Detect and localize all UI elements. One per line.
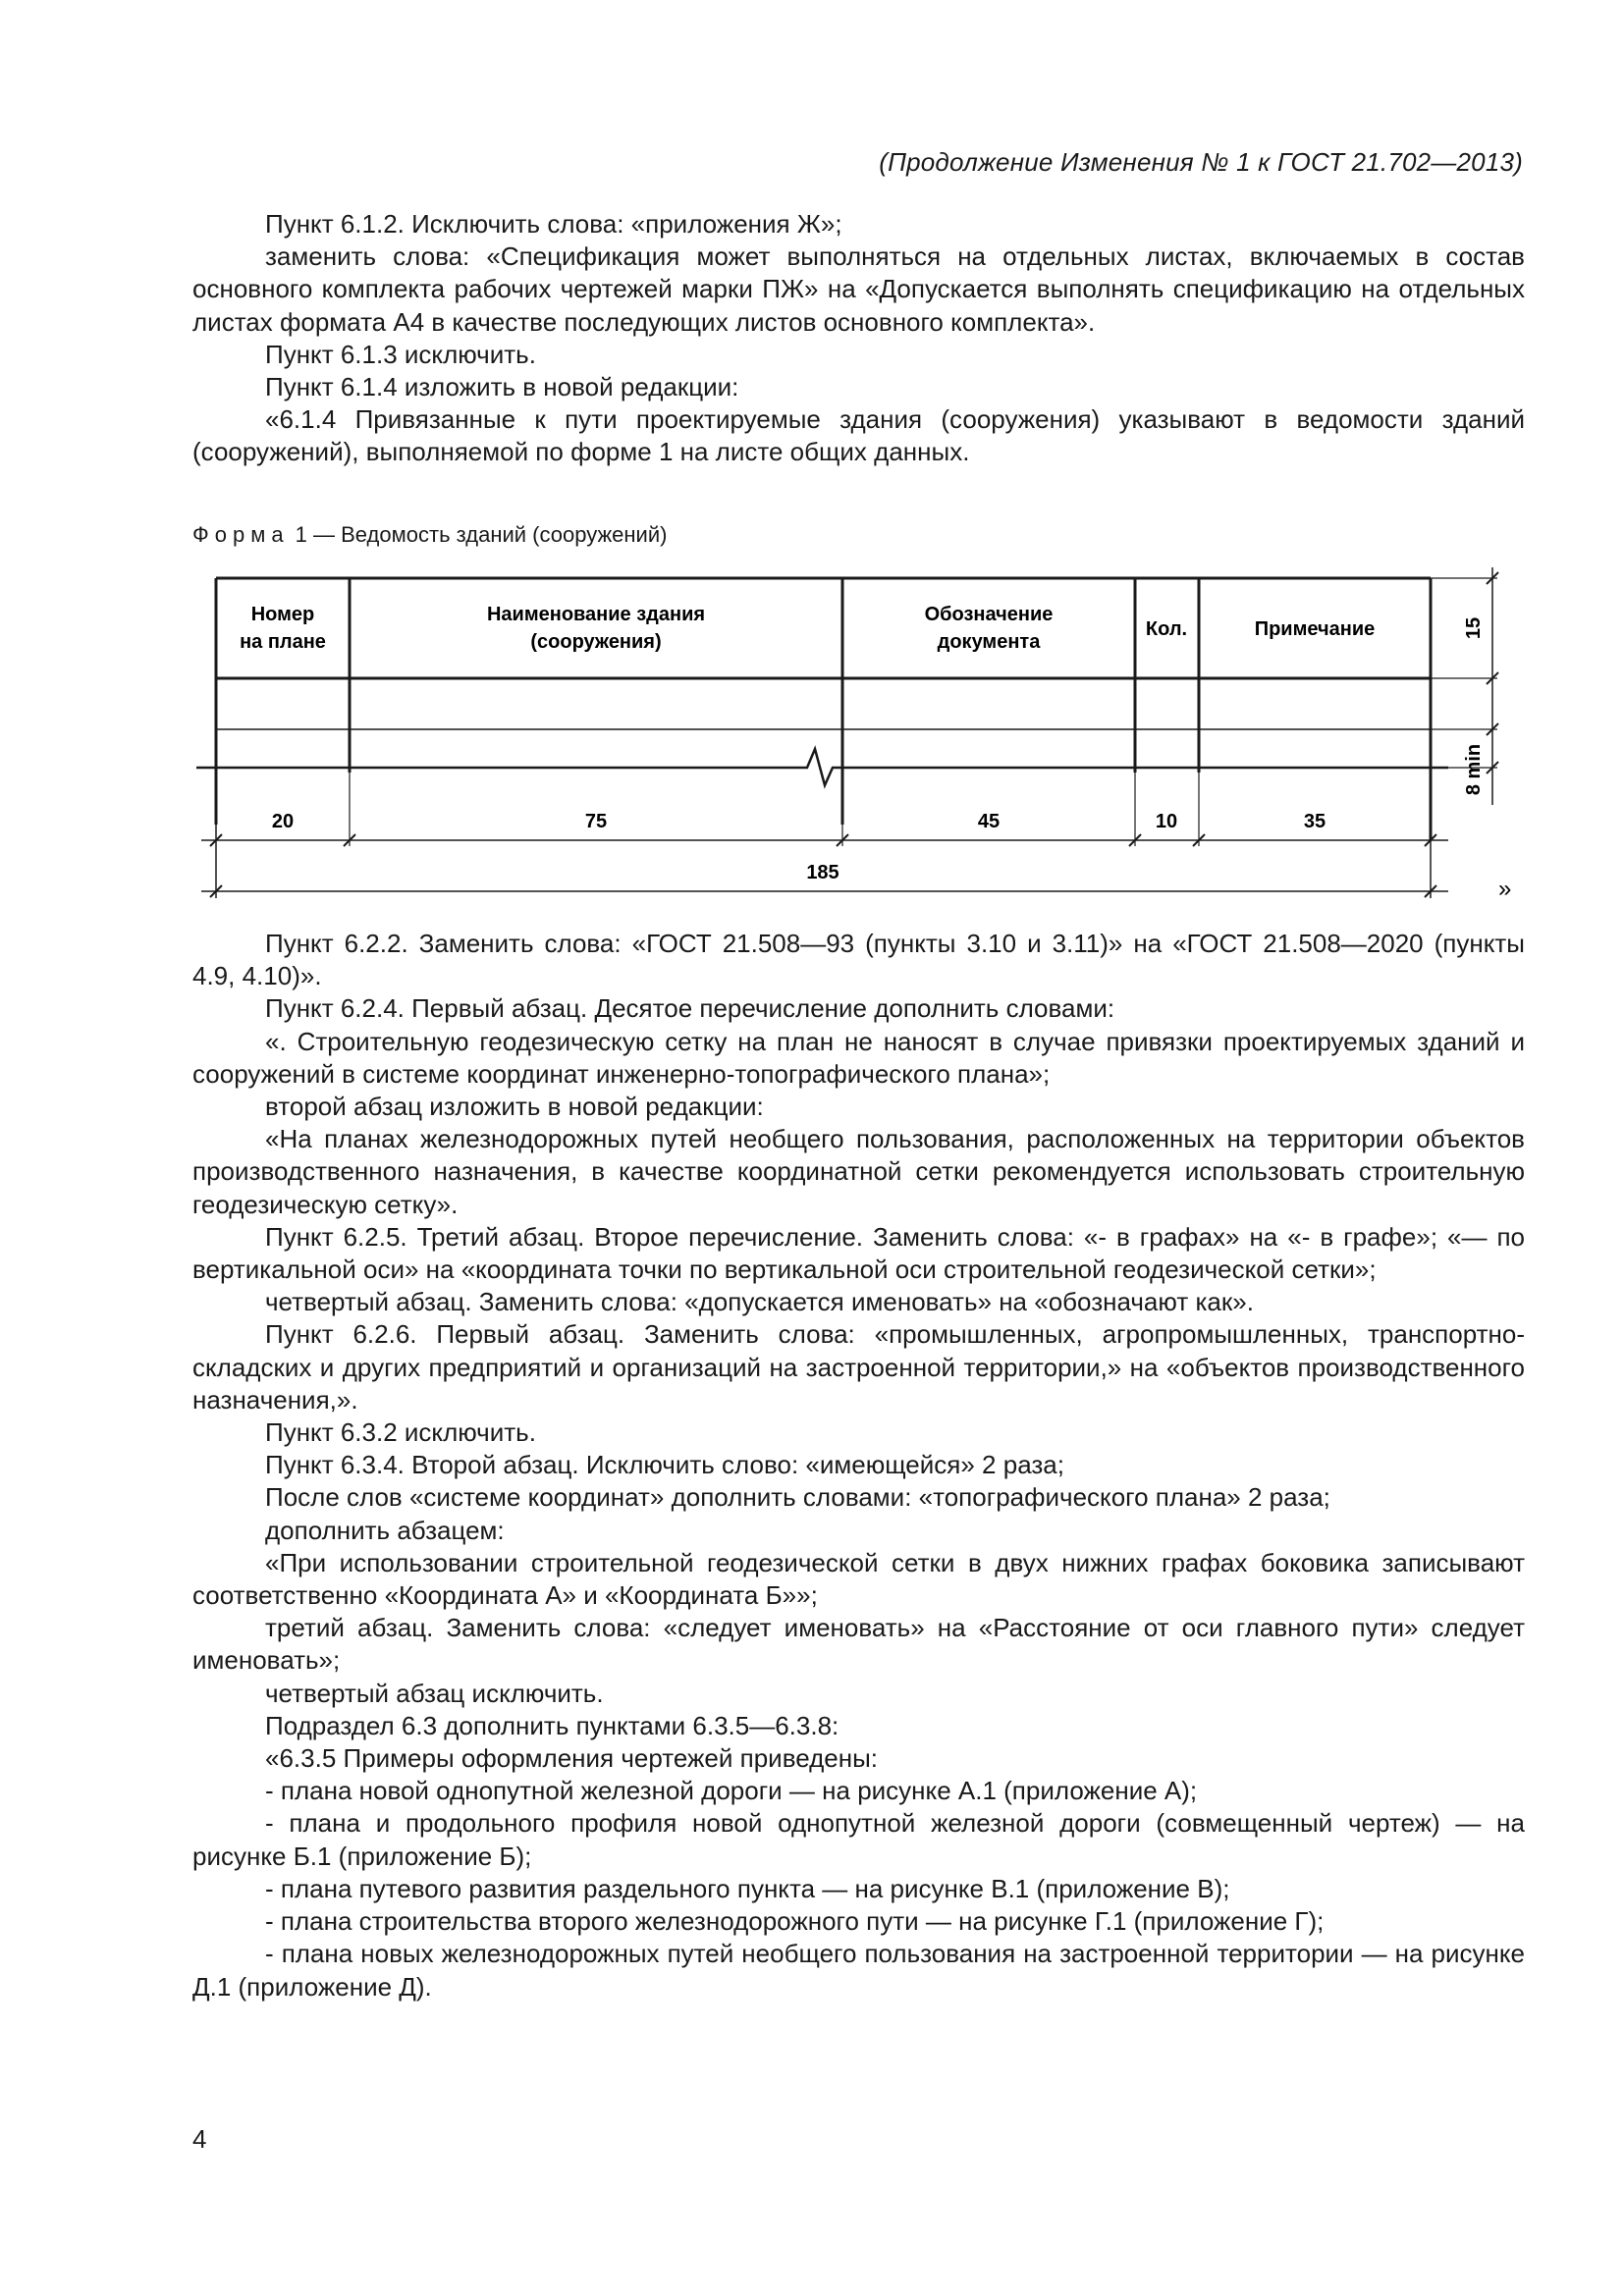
dimension-label: 45 xyxy=(977,811,1001,832)
paragraph: третий абзац. Заменить слова: «следует именовать» на «Расстояние от оси главного пути» следует именовать»; xyxy=(192,1613,1525,1676)
column-header-document-line2: документа xyxy=(937,631,1041,653)
paragraph: Пункт 6.2.2. Заменить слова: «ГОСТ 21.508—93 (пункты 3.10 и 3.11)» на «ГОСТ 21.508—2020 (пункты 4.9, 4.10)». xyxy=(192,929,1525,991)
paragraph: Пункт 6.1.4 изложить в новой редакции: xyxy=(265,372,739,402)
paragraph: - плана и продольного профиля новой однопутной железной дороги (совмещенный чертеж) — на рисунке Б.1 (приложение Б); xyxy=(192,1808,1525,1871)
form-caption-word: Форма xyxy=(192,522,290,547)
dimension-label-header-height: 15 xyxy=(1463,616,1485,640)
column-header-name-line2: (сооружения) xyxy=(530,631,662,653)
column-header-number-line1: Номер xyxy=(250,604,315,625)
paragraph: Пункт 6.3.4. Второй абзац. Исключить слово: «имеющейся» 2 раза; xyxy=(265,1450,1064,1480)
dimension-label-row-height: 8 min xyxy=(1463,743,1485,796)
paragraph: - плана новой однопутной железной дороги — на рисунке А.1 (приложение А); xyxy=(265,1776,1198,1806)
break-line xyxy=(196,749,1448,785)
paragraph: Пункт 6.2.6. Первый абзац. Заменить слова: «промышленных, агропромышленных, транспортно-складских и других предприятий и организаций на застроенной территории,» на «объектов производственного назначения,». xyxy=(192,1319,1525,1415)
paragraph: «При использовании строительной геодезической сетки в двух нижних графах боковика записывают соответственно «Координата А» и «Координата Б»»; xyxy=(192,1547,1525,1611)
paragraph: «6.1.4 Привязанные к пути проектируемые здания (сооружения) указывают в ведомости зданий (сооружений), выполняемой по форме 1 на листе общих данных. xyxy=(192,404,1525,467)
paragraph: четвертый абзац. Заменить слова: «допускается именовать» на «обозначают как». xyxy=(265,1287,1254,1317)
document-header: (Продолжение Изменения № 1 к ГОСТ 21.702—2013) xyxy=(879,147,1523,177)
column-header-quantity: Кол. xyxy=(1145,618,1188,640)
dimension-label: 75 xyxy=(584,811,608,832)
paragraph: Пункт 6.3.2 исключить. xyxy=(265,1417,536,1448)
column-header-name-line1: Наименование здания xyxy=(486,604,706,625)
column-header-note: Примечание xyxy=(1254,618,1376,640)
column-header-document-line1: Обозначение xyxy=(924,604,1054,625)
paragraph: После слов «системе координат» дополнить словами: «топографического плана» 2 раза; xyxy=(265,1482,1330,1513)
paragraph: дополнить абзацем: xyxy=(265,1515,505,1545)
dimension-label: 10 xyxy=(1155,811,1178,832)
form-1-table xyxy=(0,0,1624,923)
paragraph: Пункт 6.2.4. Первый абзац. Десятое перечисление дополнить словами: xyxy=(265,993,1115,1024)
paragraph: - плана новых железнодорожных путей необщего пользования на застроенной территории — на рисунке Д.1 (приложение Д). xyxy=(192,1939,1525,2002)
paragraph: второй абзац изложить в новой редакции: xyxy=(265,1092,764,1122)
paragraph: «. Строительную геодезическую сетку на план не наносят в случае привязки проектируемых зданий и сооружений в системе координат инженерно-топографического плана»; xyxy=(192,1026,1525,1089)
paragraph: Подраздел 6.3 дополнить пунктами 6.3.5—6.3.8: xyxy=(265,1710,839,1740)
paragraph: четвертый абзац исключить. xyxy=(265,1678,604,1708)
form-caption-title: 1 — Ведомость зданий (сооружений) xyxy=(289,522,668,547)
closing-quote: » xyxy=(1498,876,1512,902)
paragraph: «На планах железнодорожных путей необщего пользования, расположенных на территории объектов производственного назначения, в качестве координатной сетки рекомендуется использовать строительную геодезическую сетку». xyxy=(192,1124,1525,1219)
text-block-lower xyxy=(192,928,1525,2003)
paragraph: «6.3.5 Примеры оформления чертежей приведены: xyxy=(265,1743,878,1774)
paragraph: Пункт 6.2.5. Третий абзац. Второе перечисление. Заменить слова: «- в графах» на «- в графе»; «— по вертикальной оси» на «координата точки по вертикальной оси строительной геодезической сетки»; xyxy=(192,1221,1525,1285)
dimension-label: 35 xyxy=(1303,811,1326,832)
dimension-label-total: 185 xyxy=(806,862,839,883)
paragraph: - плана строительства второго железнодорожного пути — на рисунке Г.1 (приложение Г); xyxy=(265,1906,1325,1937)
paragraph: - плана путевого развития раздельного пункта — на рисунке В.1 (приложение В); xyxy=(265,1873,1230,1903)
paragraph: заменить слова: «Спецификация может выполняться на отдельных листах, включаемых в состав основного комплекта рабочих чертежей марки ПЖ» на «Допускается выполнять спецификацию на отдельных листах формата А4 в качестве последующих листов основного комплекта». xyxy=(192,241,1525,337)
page-number: 4 xyxy=(192,2124,207,2154)
paragraph: Пункт 6.1.3 исключить. xyxy=(265,339,536,369)
column-header-number-line2: на плане xyxy=(240,631,326,653)
dimension-label: 20 xyxy=(271,811,295,832)
paragraph: Пункт 6.1.2. Исключить слова: «приложения Ж»; xyxy=(265,209,842,239)
